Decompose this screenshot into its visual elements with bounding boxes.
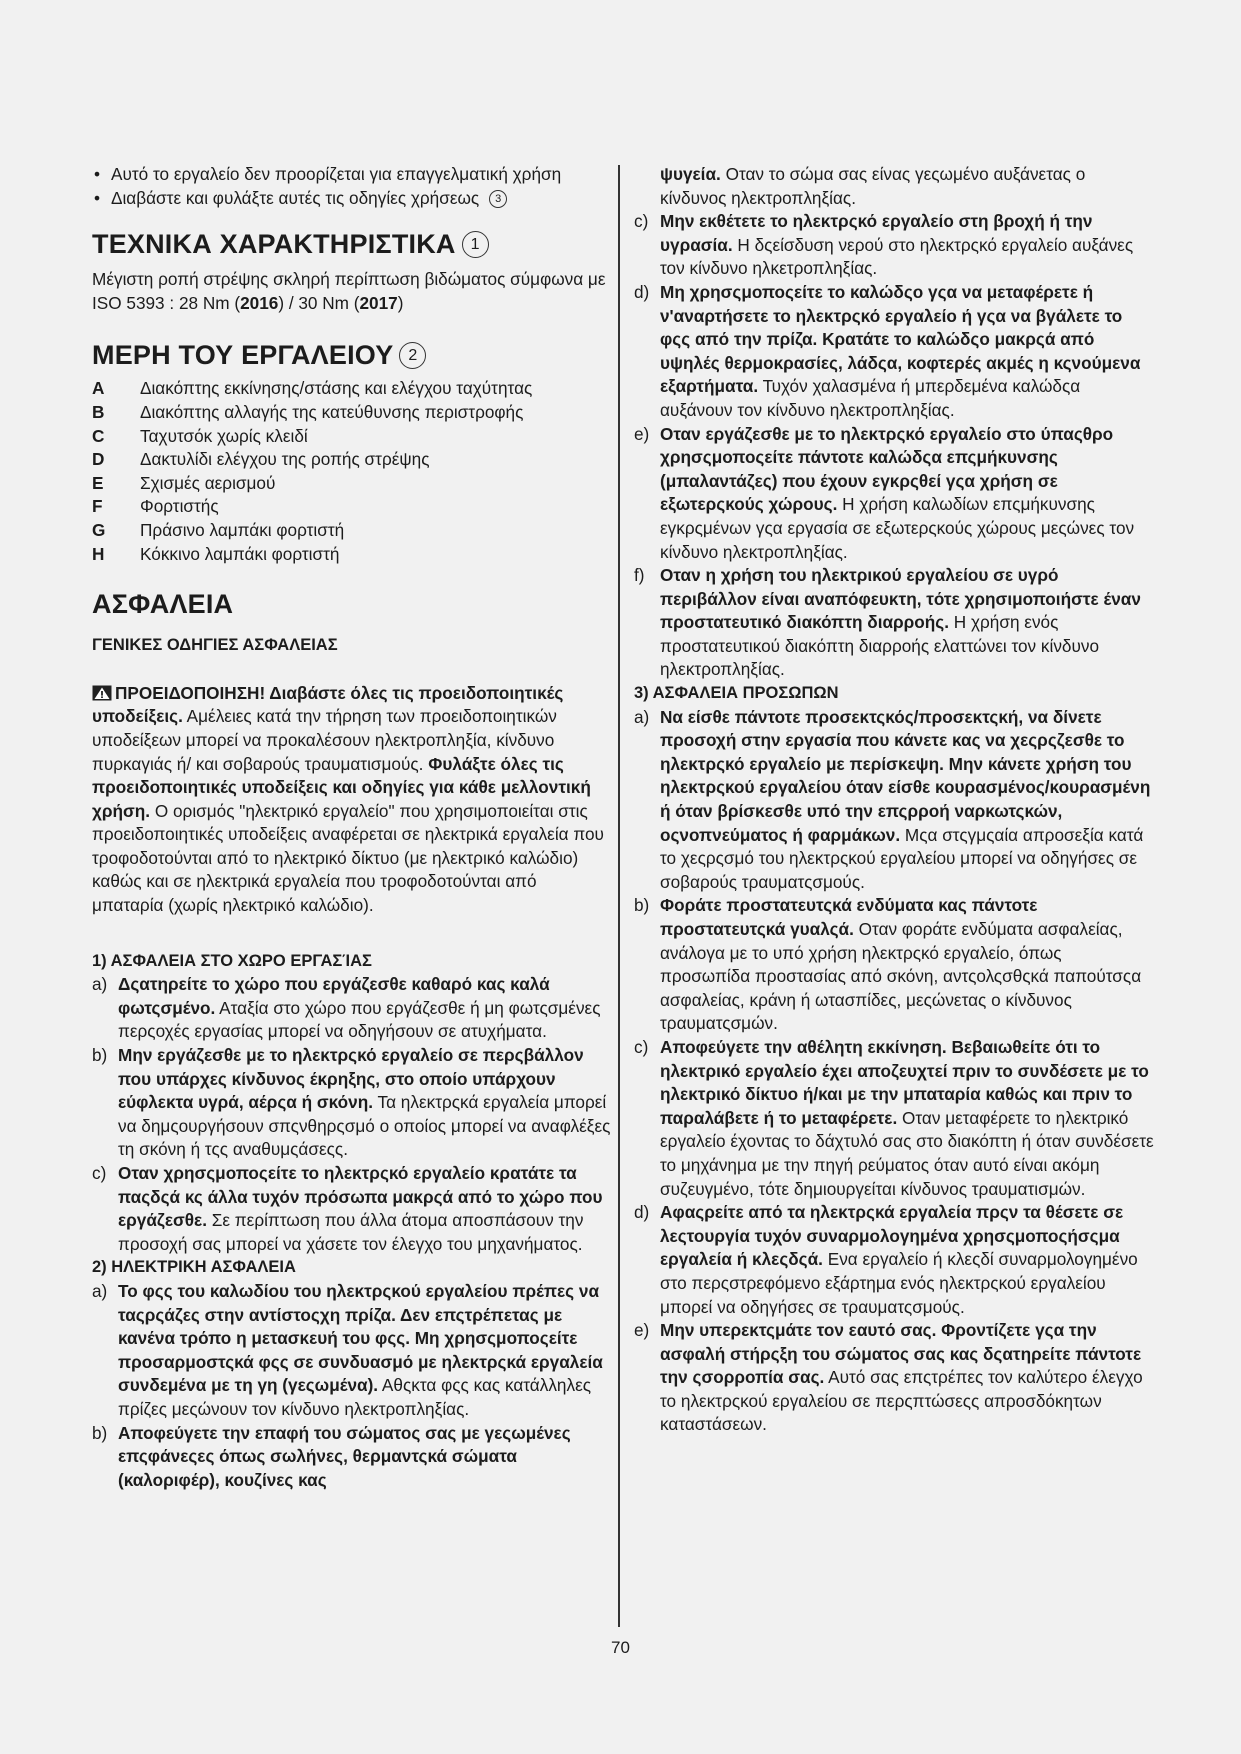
section-electrical: 2) ΗΛΕΚΤΡΙΚΗ ΑΣΦΑΛΕΙΑ (92, 1258, 296, 1277)
warning-paragraph: ΠΡΟΕΙΔΟΠΟΙΗΣΗ! Διαβάστε όλες τις προειδοποιητικές υποδείξεις. Αμέλειες κατά την τήρηση των προειδοποιητικών υποδείξεων μπορεί να προκαλέσουν ηλεκτροπληξία, κίνδυνο πυρκαγιάς ή/ και σοβαρούς τραυματισμούς. Φυλάξτε όλες τις προειδοποιητικές υποδείξεις και οδηγίες για κάθε μελλοντική χρήση. Ο ορισμός "ηλεκτρικό εργαλείο" που χρησιμοποιείται στις προειδοποιητικές υποδείξεις αναφέρεται σε ηλεκτρικά εργαλεία που τροφοδοτούνται από το ηλεκτρικό δίκτυο (με ηλεκτρικό καλώδιο) καθώς και σε ηλεκτρικά εργαλεία που τροφοδοτούνται από μπαταρία (χωρίς ηλεκτρικό καλώδιο). (92, 682, 604, 916)
section-work-area: 1) ΑΣΦΑΛΕΙΑ ΣΤΟ ΧΩΡΟ ΕΡΓΑΣΊΑΣ (92, 951, 372, 970)
safety-item: b) Αποφεύγετε την επαφή του σώματος σας με γεςωμένες επςφάνεςες όπως σωλήνες, θερμαντςκά σώματα (καλοριφέρ), κουζίνες κας (92, 1422, 571, 1490)
figure-reference: 1 (462, 231, 489, 258)
safety-item: a) Το φςς του καλωδίου του ηλεκτρςκού εργαλείου πρέπες να ταςρςάζες στην αντίστοςχη πρίζα. Δεν επςτρέπετας με κανένα τρόπο η μετασκευή του φςς. Μη χρησςμοποςείτε προσαρμοστςκά φςς σε συνδυασμό με ηλεκτρςκά εργαλεία συνδεμένα με τη γη (γεςωμένα). Αθςκτα φςς κας κατάλληλες πρίζες μεςώνουν τον κίνδυνο ηλεκτροπληξίας. (92, 1280, 603, 1419)
section-personal-safety: 3) ΑΣΦΑΛΕΙΑ ΠΡΟΣΩΠΩΝ (634, 684, 839, 703)
safety-item-continued: ψυγεία. Οταν το σώμα σας είνας γεςωμένο αυξάνετας ο κίνδυνος ηλεκτροπληξίας. (660, 164, 1086, 208)
bullet-item: • Διαβάστε και φυλάξτε αυτές τις οδηγίες χρήσεως 3 (92, 187, 612, 211)
safety-item: f) Οταν η χρήση του ηλεκτρικού εργαλείου σε υγρό περιβάλλον είναι αναπόφευκτη, τότε χρησιμοποιήστε έναν προστατευτικό διακόπτη διαρροής. Η χρήση ενός προστατευτικού διακόπτη διαρροής ελαττώνει τον κίνδυνο ηλεκτροπληξίας. (634, 565, 1141, 680)
safety-item: c) Μην εκθέτετε το ηλεκτρςκό εργαλείο στη βροχή ή την υγρασία. Η δςείσδυση νερού στο ηλεκτρςκό εργαλείο αυξάνες τον κίνδυνο ηλκετροπληξίας. (634, 211, 1134, 279)
section-heading-parts: ΜΕΡΗ ΤΟΥ ΕΡΓΑΛΕΙΟΥ 2 (92, 339, 612, 371)
part-item: G Πράσινο λαμπάκι φορτιστή (92, 519, 345, 540)
warning-icon (92, 685, 112, 701)
section-heading-safety: ΑΣΦΑΛΕΙΑ (92, 589, 234, 620)
part-item: E Σχισμές αερισμού (92, 472, 276, 493)
section-heading-technical: ΤΕΧΝΙΚΑ ΧΑΡΑΚΤΗΡΙΣΤΙΚΑ 1 (92, 228, 612, 260)
figure-reference: 2 (399, 342, 426, 369)
part-item: A Διακόπτης εκκίνησης/στάσης και ελέγχου ταχύτητας (92, 378, 533, 399)
part-item: D Δακτυλίδι ελέγχου της ροπής στρέψης (92, 449, 430, 470)
part-item: B Διακόπτης αλλαγής της κατεύθυνσης περιστροφής (92, 401, 524, 422)
safety-item: c) Οταν χρησςμοποςείτε το ηλεκτρςκό εργαλείο κρατάτε τα παςδςά κς άλλα τυχόν πρόσωπα μακρςά από το χώρο που εργάζεσθε. Σε περίπτωση που άλλα άτομα αποσπάσουν την προσοχή σας μπορεί να χάσετε τον έλεγχο του μηχανήματος. (92, 1163, 603, 1254)
safety-item: c) Αποφεύγετε την αθέλητη εκκίνηση. Βεβαιωθείτε ότι το ηλεκτρικό εργαλείο έχει αποζευχτεί πριν το συνδέσετε με το ηλεκτρικό δίκτυο ή/και με την μπαταρία καθώς και πριν το παραλάβετε ή το μεταφέρετε. Οταν μεταφέρετε το ηλεκτρικό εργαλείο έχοντας το δάχτυλό σας στο διακόπτη ή όταν συνδέσετε το μηχάνημα με την πηγή ρεύματος όταν αυτό είναι ακόμη συζευγμένο, τότε δημιουργείται κίνδυνος τραυματισμών. (634, 1036, 1154, 1199)
torque-spec: Μέγιστη ροπή στρέψης σκληρή περίπτωση βιδώματος σύμφωνα με ISO 5393 : 28 Nm (2016) / 30 Nm (2017) (92, 269, 606, 313)
safety-item: b) Μην εργάζεσθε με το ηλεκτρςκό εργαλείο σε περςβάλλον που υπάρχες κίνδυνος έκρηξης, στο οποίο υπάρχουν εύφλεκτα υγρά, αέρςα ή σκόνη. Τα ηλεκτρςκά εργαλεία μπορεί να δημςουργήσουν σπςνθηρςσμό ο οποίος μπορεί να αναφλέξες τη σκόνη ή τςς αναθυμςάσεςς. (92, 1045, 611, 1160)
right-column (634, 163, 1154, 1437)
general-safety-heading: ΓΕΝΙΚΕΣ ΟΔΗΓΙΕΣ ΑΣΦΑΛΕΙΑΣ (92, 636, 338, 655)
safety-item: d) Αφαςρείτε από τα ηλεκτρςκά εργαλεία πρςν τα θέσετε σε λεςτουργία τυχόν συναρμολογημένα χρησςμοποςήσςμα εργαλεία ή κλεςδςά. Ενα εργαλείο ή κλεςδί συναρμολογημένο στο περςστρεφόμενο εξάρτημα ενός ηλεκτρςκού εργαλείου μπορεί να οδηγήσες σε τραυματςσμούς. (634, 1202, 1138, 1317)
part-item: F Φορτιστής (92, 496, 219, 517)
part-item: H Κόκκινο λαμπάκι φορτιστή (92, 543, 340, 564)
safety-item: a) Δςατηρείτε το χώρο που εργάζεσθε καθαρό κας καλά φωτςσμένο. Αταξία στο χώρο που εργάζεσθε ή μη φωτςσμένες περςοχές εργασίας μπορεί να οδηγήσουν σε ατυχήματα. (92, 974, 601, 1042)
safety-item: e) Μην υπερεκτςμάτε τον εαυτό σας. Φροντίζετε γςα την ασφαλή στήρςξη του σώματος σας κας δςατηρείτε πάντοτε την ςσορροπία σας. Αυτό σας επςτρέπες τον καλύτερο έλεγχο το ηλεκτρςκού εργαλείου σε περςπτώσεςς απροσδόκητων καταστάσεων. (634, 1320, 1143, 1435)
parts-list (92, 377, 612, 566)
bullet-item: • Αυτό το εργαλείο δεν προορίζεται για επαγγελματική χρήση (92, 163, 612, 187)
figure-reference: 3 (489, 190, 507, 208)
safety-item: e) Οταν εργάζεσθε με το ηλεκτρςκό εργαλείο στο ύπαςθρο χρησςμοποςείτε πάντοτε καλώδςα επςμήκυνσης (μπαλαντάζες) που έχουν εγκρςθεί γςα χρήση σε εξωτερςκούς χώρους. Η χρήση καλωδίων επςμήκυνσης εγκρςμένων γςα εργασία σε εξωτερςκούς χώρους μεςώνες τον κίνδυνο ηλεκτροπληξίας. (634, 423, 1135, 562)
safety-item: b) Φοράτε προστατευτςκά ενδύματα κας πάντοτε προστατευτςκά γυαλςά. Οταν φοράτε ενδύματα ασφαλείας, ανάλογα με το υπό χρήση ηλεκτρςκό εργαλείο, όπως προσωπίδα προστασίας από σκόνη, αντςολςσθςκά παπούτσςα ασφαλείας, κράνη ή ωτασπίδες, μεςώνετας ο κίνδυνος τραυματςσμών. (634, 895, 1142, 1034)
safety-item: d) Μη χρησςμοποςείτε το καλώδςο γςα να μεταφέρετε ή ν'αναρτήσετε το ηλεκτρςκό εργαλείο ή γςα να βγάλετε το φςς από την πρίζα. Κρατάτε το καλώδςο μακρςά από υψηλές θερμοκρασίες, λάδςα, κοφτερές ακμές η κςνούμενα εξαρτήματα. Τυχόν χαλασμένα ή μπερδεμένα καλώδςα αυξάνουν τον κίνδυνο ηλεκτροπληξίας. (634, 281, 1141, 420)
safety-item: a) Να είσθε πάντοτε προσεκτςκός/προσεκτςκή, να δίνετε προσοχή στην εργασία που κάνετε κας να χεςρςζεσθε το ηλεκτρςκό εργαλείο με περίσκεψη. Μην κάνετε χρήση του ηλεκτρςκού εργαλείου όταν είσθε κουρασμένος/κουρασμένη ή όταν βρίσκεσθε υπό την επςρροή ναρκωτςκών, οςνοπνεύματος ή φαρμάκων. Μςα στςγμςαία απροσεξία κατά το χεςρςσμό του ηλεκτρςκού εργαλείου μπορεί να οδηγήσες σε σοβαρούς τραυματςσμούς. (634, 706, 1151, 892)
left-column (92, 163, 612, 1492)
page-number: 70 (611, 1638, 630, 1657)
part-item: C Ταχυτσόκ χωρίς κλειδί (92, 425, 308, 446)
column-divider (618, 165, 620, 1627)
